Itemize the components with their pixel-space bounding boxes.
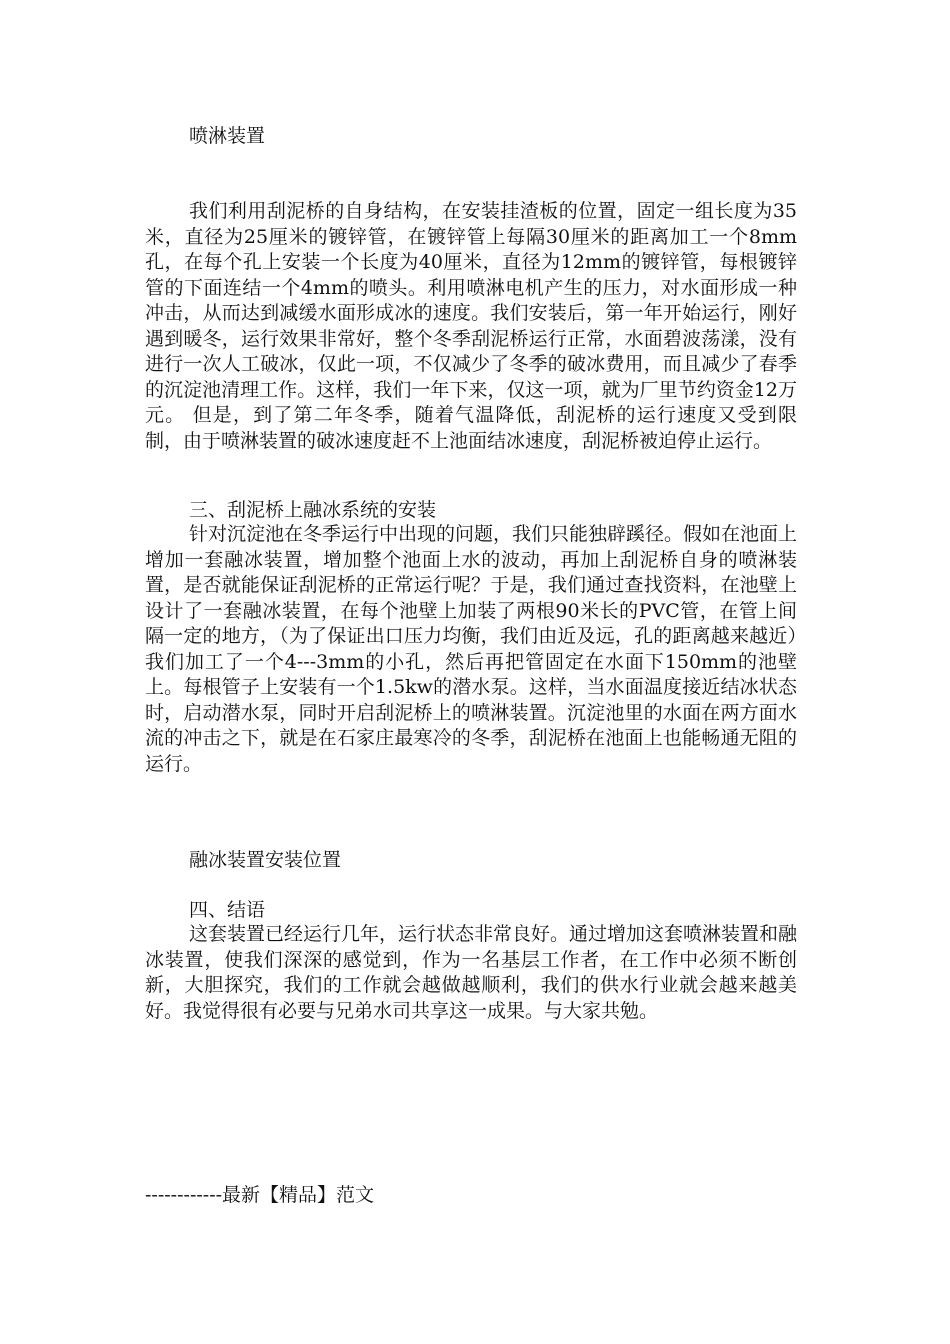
spray-device-caption: 喷淋装置 xyxy=(189,125,266,147)
section-3-heading: 三、刮泥桥上融冰系统的安装 xyxy=(189,499,437,521)
spray-device-paragraph: 我们利用刮泥桥的自身结构，在安装挂渣板的位置，固定一组长度为35米，直径为25厘米的镀锌管，在镀锌管上每隔30厘米的距离加工一个8mm孔，在每个孔上安装一个长度为40厘米，直径为12mm的镀锌管，每根镀锌管的下面连结一个4mm的喷头。利用喷淋电机产生的压力，对水面形成一种冲击，从而达到减缓水面形成冰的速度。我们安装后，第一年开始运行，刚好遇到暖冬，运行效果非常好，整个冬季刮泥桥运行正常，水面碧波荡漾，没有进行一次人工破冰，仅此一项，不仅减少了冬季的破冰费用，而且减少了春季的沉淀池清理工作。这样，我们一年下来，仅这一项，就为厂里节约资金12万元。 但是，到了第二年冬季，随着气温降低，刮泥桥的运行速度又受到限制，由于喷淋装置的破冰速度赶不上池面结冰速度，刮泥桥被迫停止运行。 xyxy=(145,200,797,452)
conclusion-paragraph: 这套装置已经运行几年，运行状态非常良好。通过增加这套喷淋装置和融冰装置，使我们深深的感觉到，作为一名基层工作者，在工作中必须不断创新，大胆探究，我们的工作就会越做越顺利，我们的供水行业就会越来越美好。我觉得很有必要与兄弟水司共享这一成果。与大家共勉。 xyxy=(145,923,798,1022)
section-4-heading: 四、结语 xyxy=(189,899,266,921)
melt-device-caption: 融冰装置安装位置 xyxy=(189,849,342,871)
footer-text: ------------最新【精品】范文 xyxy=(145,1184,375,1206)
melt-system-paragraph: 针对沉淀池在冬季运行中出现的问题，我们只能独辟蹊径。假如在池面上增加一套融冰装置，增加整个池面上水的波动，再加上刮泥桥自身的喷淋装置，是否就能保证刮泥桥的正常运行呢？于是，我们通过查找资料，在池壁上设计了一套融冰装置，在每个池壁上加装了两根90米长的PVC管，在管上间隔一定的地方，（为了保证出口压力均衡，我们由近及远，孔的距离越来越近）我们加工了一个4---3mm的小孔，然后再把管固定在水面下150mm的池壁上。每根管子上安装有一个1.5kw的潜水泵。这样，当水面温度接近结冰状态时，启动潜水泵，同时开启刮泥桥上的喷淋装置。沉淀池里的水面在两方面水流的冲击之下，就是在石家庄最寒冷的冬季，刮泥桥在池面上也能畅通无阻的运行。 xyxy=(145,523,798,775)
